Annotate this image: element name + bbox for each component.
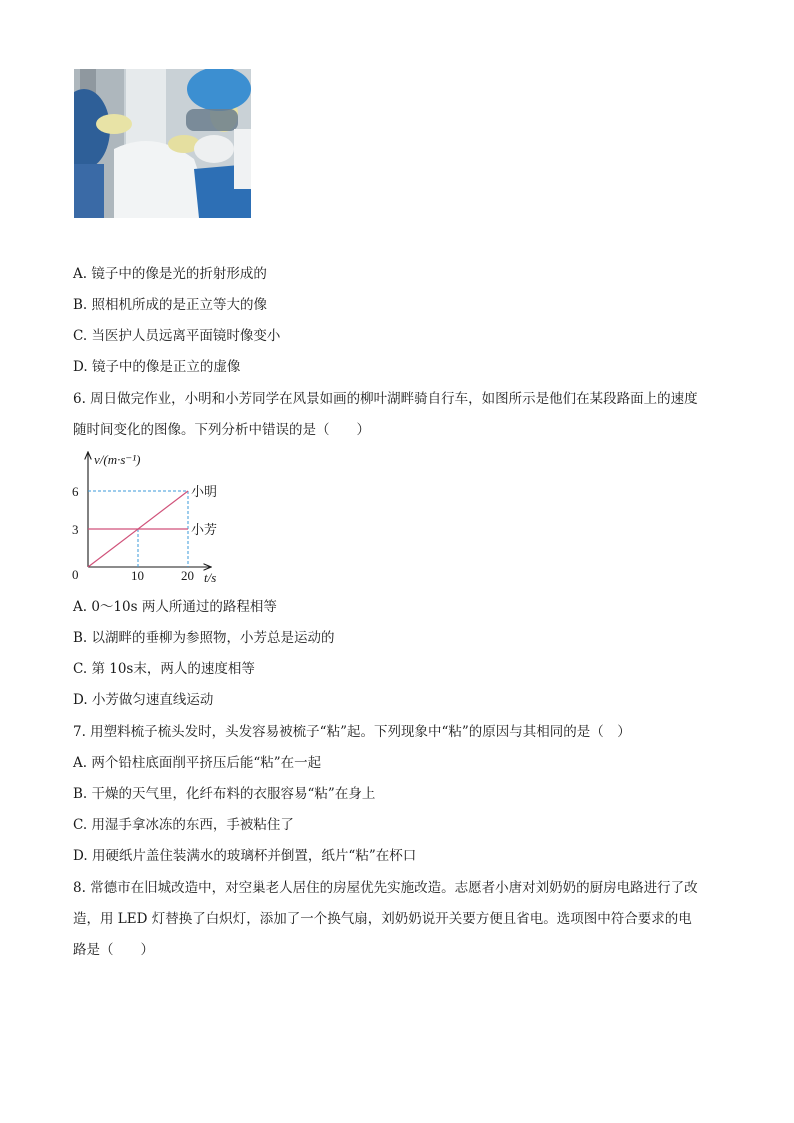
series-label-1: 小明 [191, 484, 218, 499]
option-letter: B. [73, 297, 88, 313]
option-letter: B. [73, 630, 88, 646]
option-letter: D. [73, 692, 88, 708]
q7-option-a [73, 754, 321, 772]
q8-stem-line2: 造，用 LED 灯替换了白炽灯，添加了一个换气扇，刘奶奶说开关要方便且省电。选项图中符合要求的电 [73, 911, 692, 927]
option-text: 镜子中的像是正立的虚像 [91, 359, 241, 375]
chart-labels [72, 452, 217, 585]
option-text: 照相机所成的是正立等大的像 [91, 297, 268, 313]
option-letter: A. [73, 266, 88, 282]
option-letter: D. [73, 848, 88, 864]
x-axis-label: t/s [204, 570, 217, 585]
option-letter: B. [73, 786, 88, 802]
option-text: 两个铅柱底面削平挤压后能“粘”在一起 [91, 755, 322, 771]
q6-option-a [73, 598, 277, 616]
option-text: 用湿手拿冰冻的东西，手被粘住了 [91, 817, 294, 833]
q7-stem: 7. 用塑料梳子梳头发时，头发容易被梳子“粘”起。下列现象中“粘”的原因与其相同的是（ ） [73, 724, 631, 740]
option-letter: C. [73, 328, 88, 344]
option-letter: C. [73, 817, 88, 833]
option-text: 用硬纸片盖住装满水的玻璃杯并倒置，纸片“粘”在杯口 [91, 848, 417, 864]
q5-option-c [73, 327, 280, 345]
option-text: 第 10s末，两人的速度相等 [91, 661, 255, 677]
q6-option-b [73, 629, 335, 647]
y-axis-label: v/(m·s⁻¹) [94, 452, 141, 467]
option-letter: C. [73, 661, 88, 677]
q8-stem-line1: 8. 常德市在旧城改造中，对空巢老人居住的房屋优先实施改造。志愿者小唐对刘奶奶的厨房电路进行了改 [73, 880, 698, 896]
medical-staff-photo [74, 69, 251, 218]
option-text: 当医护人员远离平面镜时像变小 [91, 328, 281, 344]
q6-option-c [73, 660, 255, 678]
q7-option-d [73, 847, 416, 865]
option-text: 干燥的天气里，化纤布料的衣服容易“粘”在身上 [91, 786, 376, 802]
q7-option-c [73, 816, 294, 834]
series-label-2: 小芳 [191, 522, 218, 537]
q8-stem-line3: 路是（ ） [73, 942, 154, 958]
q5-option-d [73, 358, 240, 376]
q6-stem-line2: 随时间变化的图像。下列分析中错误的是（ ） [73, 422, 370, 438]
option-letter: D. [73, 359, 88, 375]
option-text: 以湖畔的垂柳为参照物，小芳总是运动的 [91, 630, 335, 646]
origin-label: 0 [72, 567, 79, 582]
option-letter: A. [73, 755, 88, 771]
y-tick-label: 6 [72, 484, 79, 499]
q6-stem-line1: 6. 周日做完作业，小明和小芳同学在风景如画的柳叶湖畔骑自行车，如图所示是他们在某段路面上的速度 [73, 391, 698, 407]
option-text: 小芳做匀速直线运动 [91, 692, 214, 708]
q5-option-b [73, 296, 267, 314]
q6-option-d [73, 691, 213, 709]
option-letter: A. [73, 599, 88, 615]
option-text: 镜子中的像是光的折射形成的 [91, 266, 267, 282]
velocity-time-chart [68, 448, 238, 590]
option-text: 0～10s 两人所通过的路程相等 [91, 599, 277, 615]
chart-axes [88, 453, 210, 567]
q5-option-a [73, 265, 267, 283]
x-tick-label: 20 [181, 568, 194, 583]
y-tick-label: 3 [72, 522, 79, 537]
q7-option-b [73, 785, 375, 803]
x-tick-label: 10 [131, 568, 144, 583]
